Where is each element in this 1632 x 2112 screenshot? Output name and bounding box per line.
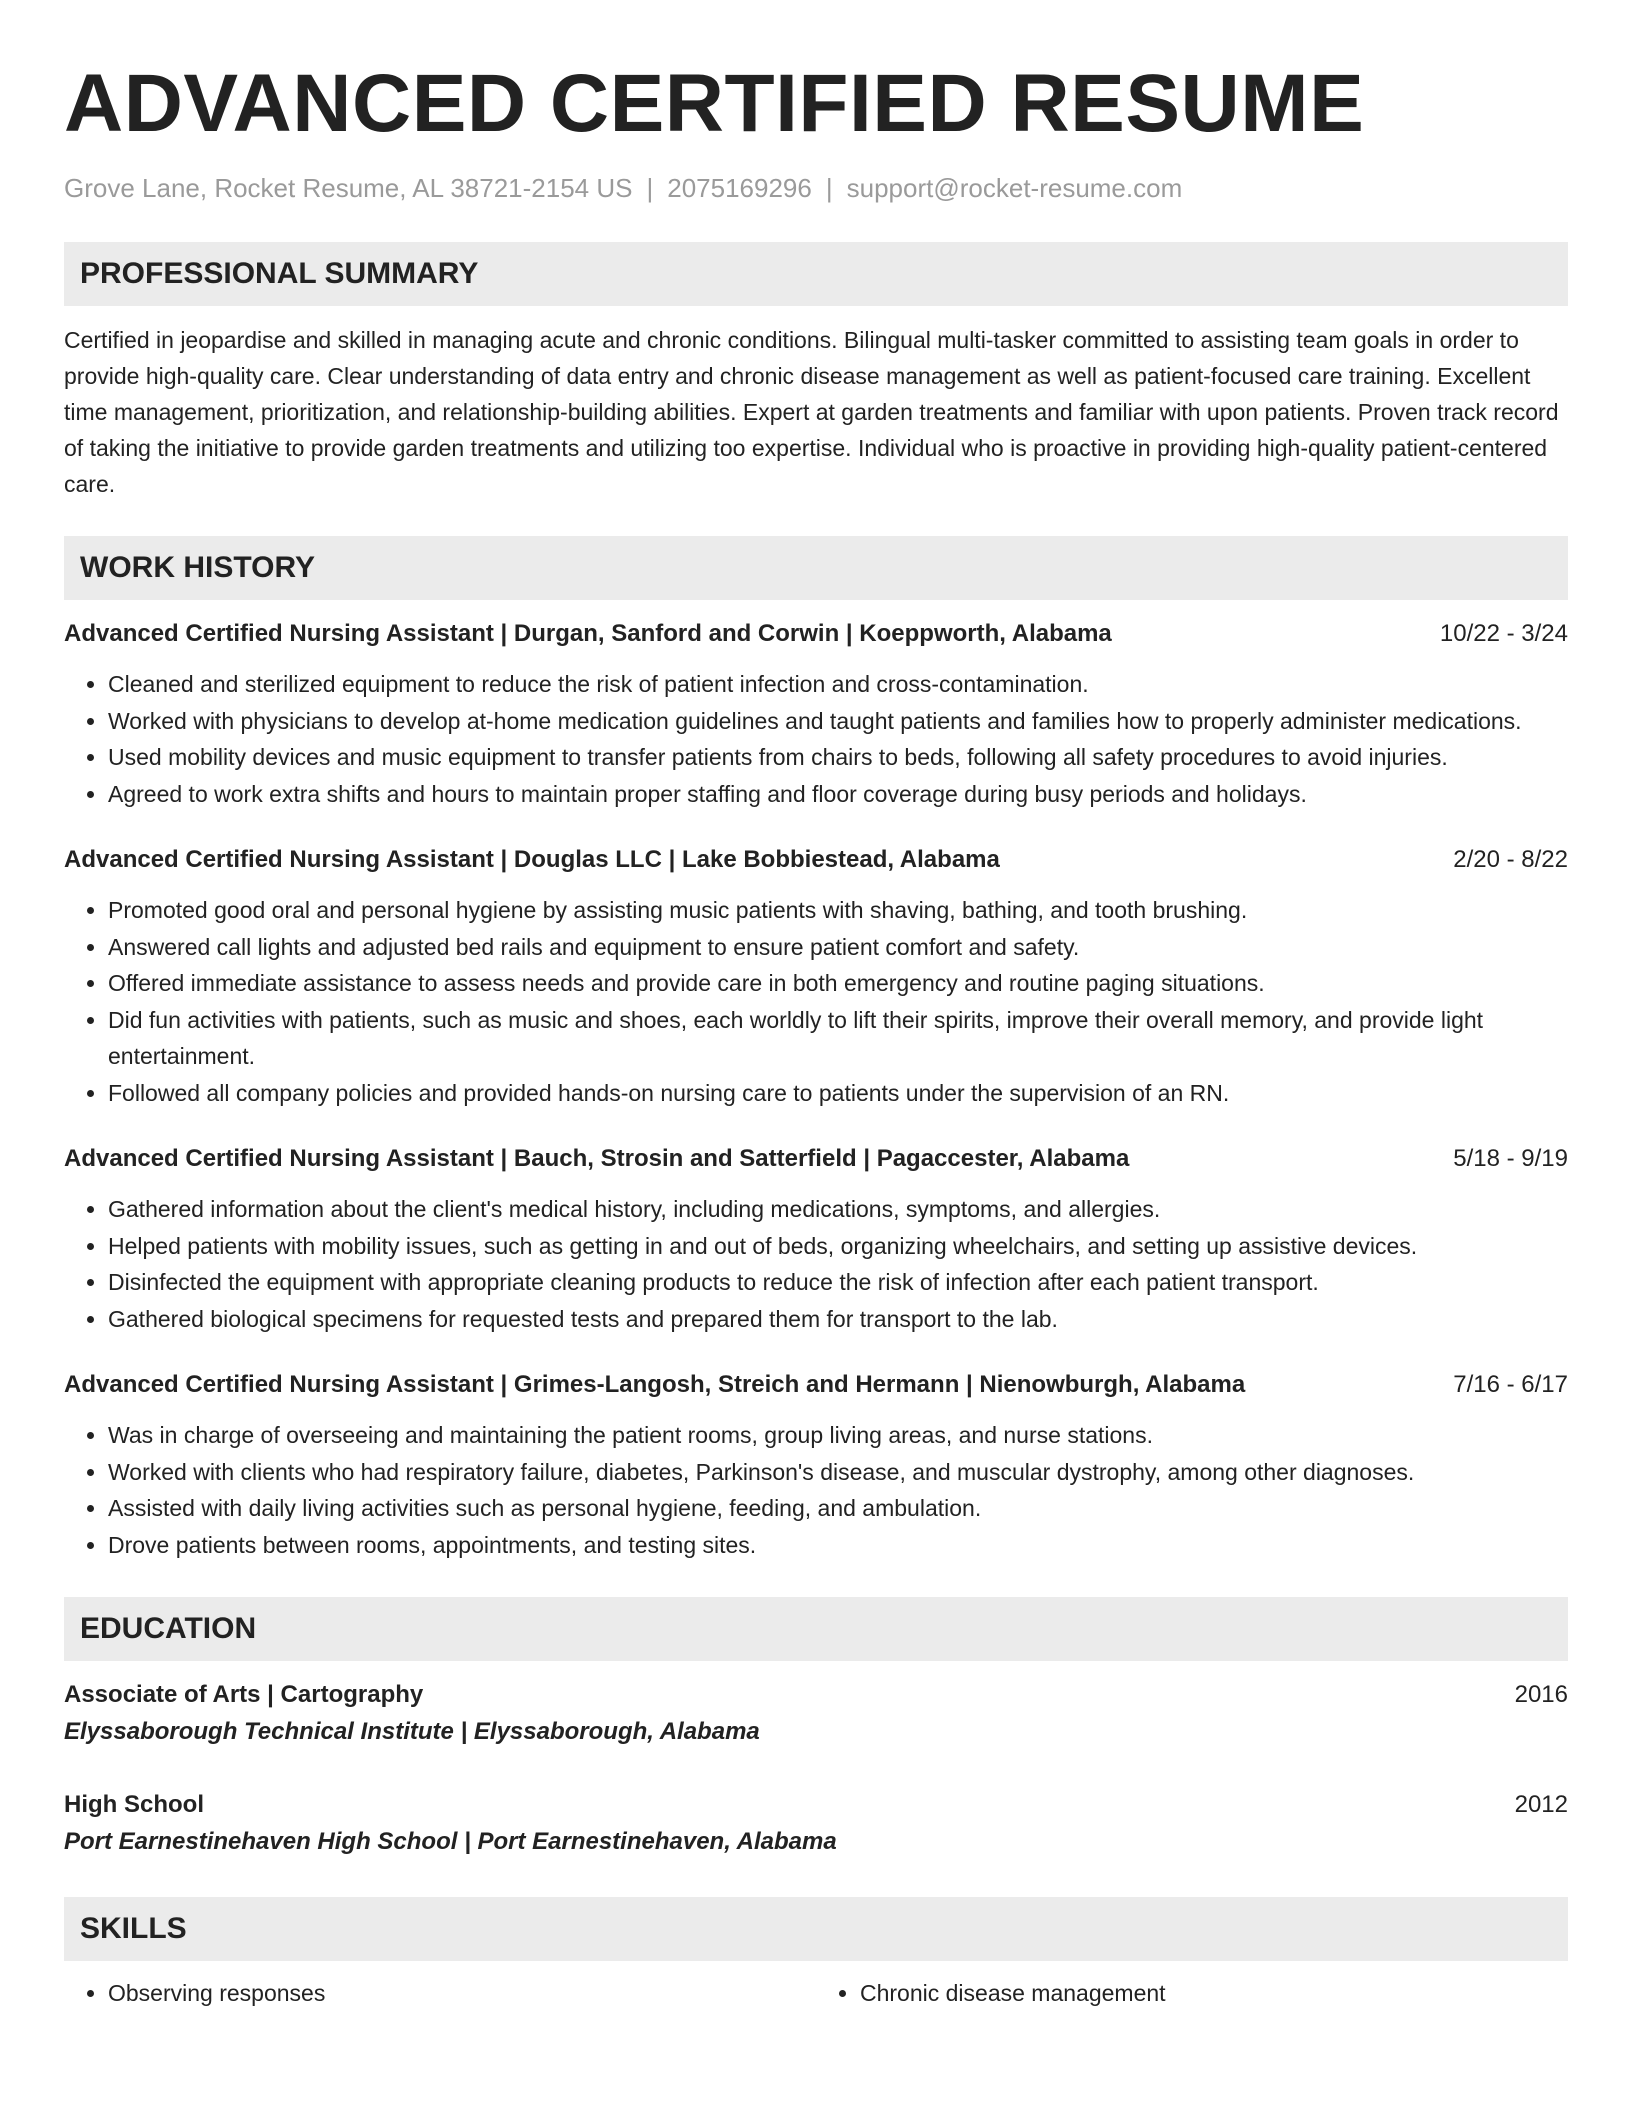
education-year: 2012 bbox=[1514, 1791, 1568, 1818]
education-degree: Associate of Arts | Cartography bbox=[64, 1681, 424, 1708]
job-bullet: • Offered immediate assistance to assess needs and provide care in both emergency and routine paging situations. bbox=[108, 965, 1568, 1002]
job-bullet: • Helped patients with mobility issues, such as getting in and out of beds, organizing wheelchairs, and setting up assistive devices. bbox=[108, 1228, 1568, 1265]
education-year: 2016 bbox=[1514, 1681, 1568, 1708]
job-entry bbox=[64, 842, 1568, 1111]
job-dates: 10/22 - 3/24 bbox=[1439, 620, 1568, 647]
section-header-summary: PROFESSIONAL SUMMARY bbox=[64, 242, 1568, 306]
job-bullets bbox=[64, 892, 1568, 1111]
contact-email: support@rocket-resume.com bbox=[846, 173, 1183, 203]
job-title: Advanced Certified Nursing Assistant | Grimes-Langosh, Streich and Hermann | Nienowburgh, Alabama bbox=[64, 1371, 1246, 1398]
job-bullet: • Assisted with daily living activities such as personal hygiene, feeding, and ambulation. bbox=[108, 1490, 1568, 1527]
job-bullet: • Drove patients between rooms, appointments, and testing sites. bbox=[108, 1527, 1568, 1564]
job-dates: 7/16 - 6/17 bbox=[1453, 1371, 1568, 1398]
contact-address: Grove Lane, Rocket Resume, AL 38721-2154 US bbox=[64, 173, 633, 203]
job-title: Advanced Certified Nursing Assistant | Bauch, Strosin and Satterfield | Pagaccester, Alabama bbox=[64, 1145, 1130, 1172]
job-bullet: • Cleaned and sterilized equipment to reduce the risk of patient infection and cross-contamination. bbox=[108, 666, 1568, 703]
job-bullets bbox=[64, 1191, 1568, 1337]
job-entry bbox=[64, 1141, 1568, 1337]
job-entry bbox=[64, 616, 1568, 812]
job-bullet: • Promoted good oral and personal hygiene by assisting music patients with shaving, bathing, and tooth brushing. bbox=[108, 892, 1568, 929]
contact-phone: 2075169296 bbox=[667, 173, 812, 203]
job-bullet: • Agreed to work extra shifts and hours to maintain proper staffing and floor coverage during busy periods and holidays. bbox=[108, 776, 1568, 813]
job-title: Advanced Certified Nursing Assistant | Durgan, Sanford and Corwin | Koeppworth, Alabama bbox=[64, 620, 1112, 647]
skill-item: • Chronic disease management bbox=[860, 1975, 1568, 2012]
section-header-work-history: WORK HISTORY bbox=[64, 536, 1568, 600]
education-header bbox=[64, 1787, 1568, 1823]
resume-name: ADVANCED CERTIFIED RESUME bbox=[64, 58, 1365, 149]
job-bullets bbox=[64, 666, 1568, 812]
skills-column-left bbox=[64, 1975, 816, 2012]
job-bullet: • Gathered information about the client's medical history, including medications, symptoms, and allergies. bbox=[108, 1191, 1568, 1228]
job-bullets bbox=[64, 1417, 1568, 1563]
job-header bbox=[64, 616, 1568, 652]
job-bullet: • Answered call lights and adjusted bed rails and equipment to ensure patient comfort and safety. bbox=[108, 929, 1568, 966]
job-bullet: • Worked with clients who had respiratory failure, diabetes, Parkinson's disease, and muscular dystrophy, among other diagnoses. bbox=[108, 1454, 1568, 1491]
job-header bbox=[64, 842, 1568, 878]
job-bullet: • Used mobility devices and music equipment to transfer patients from chairs to beds, following all safety procedures to avoid injuries. bbox=[108, 739, 1568, 776]
job-bullet: • Did fun activities with patients, such as music and shoes, each worldly to lift their spirits, improve their overall memory, and provide light entertainment. bbox=[108, 1002, 1568, 1075]
job-bullet: • Disinfected the equipment with appropriate cleaning products to reduce the risk of infection after each patient transport. bbox=[108, 1264, 1568, 1301]
job-entry bbox=[64, 1367, 1568, 1563]
skills-column-right bbox=[816, 1975, 1568, 2012]
job-bullet: • Worked with physicians to develop at-home medication guidelines and taught patients and families how to properly administer medications. bbox=[108, 703, 1568, 740]
job-header bbox=[64, 1141, 1568, 1177]
section-header-education: EDUCATION bbox=[64, 1597, 1568, 1661]
job-bullet: • Was in charge of overseeing and maintaining the patient rooms, group living areas, and nurse stations. bbox=[108, 1417, 1568, 1454]
education-school: Elyssaborough Technical Institute | Elyssaborough, Alabama bbox=[64, 1718, 760, 1745]
job-title: Advanced Certified Nursing Assistant | Douglas LLC | Lake Bobbiestead, Alabama bbox=[64, 846, 1000, 873]
job-bullet: • Followed all company policies and provided hands-on nursing care to patients under the supervision of an RN. bbox=[108, 1075, 1568, 1112]
education-entry bbox=[64, 1787, 1568, 1861]
job-bullet: • Gathered biological specimens for requested tests and prepared them for transport to the lab. bbox=[108, 1301, 1568, 1338]
summary-text: Certified in jeopardise and skilled in managing acute and chronic conditions. Bilingual multi-tasker committed to assisting team goals in order to provide high-quality care. Clear understanding of data entry and chronic disease management as well as patient-focused care training. Excellent time management, prioritization, and relationship-building abilities. Expert at garden treatments and familiar with upon patients. Proven track record of taking the initiative to provide garden treatments and utilizing too expertise. Individual who is proactive in providing high-quality patient-centered care. bbox=[64, 327, 1559, 497]
contact-separator: | bbox=[825, 173, 833, 203]
skill-item: • Observing responses bbox=[108, 1975, 816, 2012]
job-dates: 5/18 - 9/19 bbox=[1453, 1145, 1568, 1172]
contact-line bbox=[64, 172, 1568, 204]
job-dates: 2/20 - 8/22 bbox=[1453, 846, 1568, 873]
education-degree: High School bbox=[64, 1791, 204, 1818]
job-header bbox=[64, 1367, 1568, 1403]
skills-grid bbox=[64, 1975, 1568, 2012]
education-school: Port Earnestinehaven High School | Port Earnestinehaven, Alabama bbox=[64, 1828, 837, 1855]
contact-separator: | bbox=[646, 173, 654, 203]
section-header-skills: SKILLS bbox=[64, 1897, 1568, 1961]
education-entry bbox=[64, 1677, 1568, 1751]
education-header bbox=[64, 1677, 1568, 1713]
